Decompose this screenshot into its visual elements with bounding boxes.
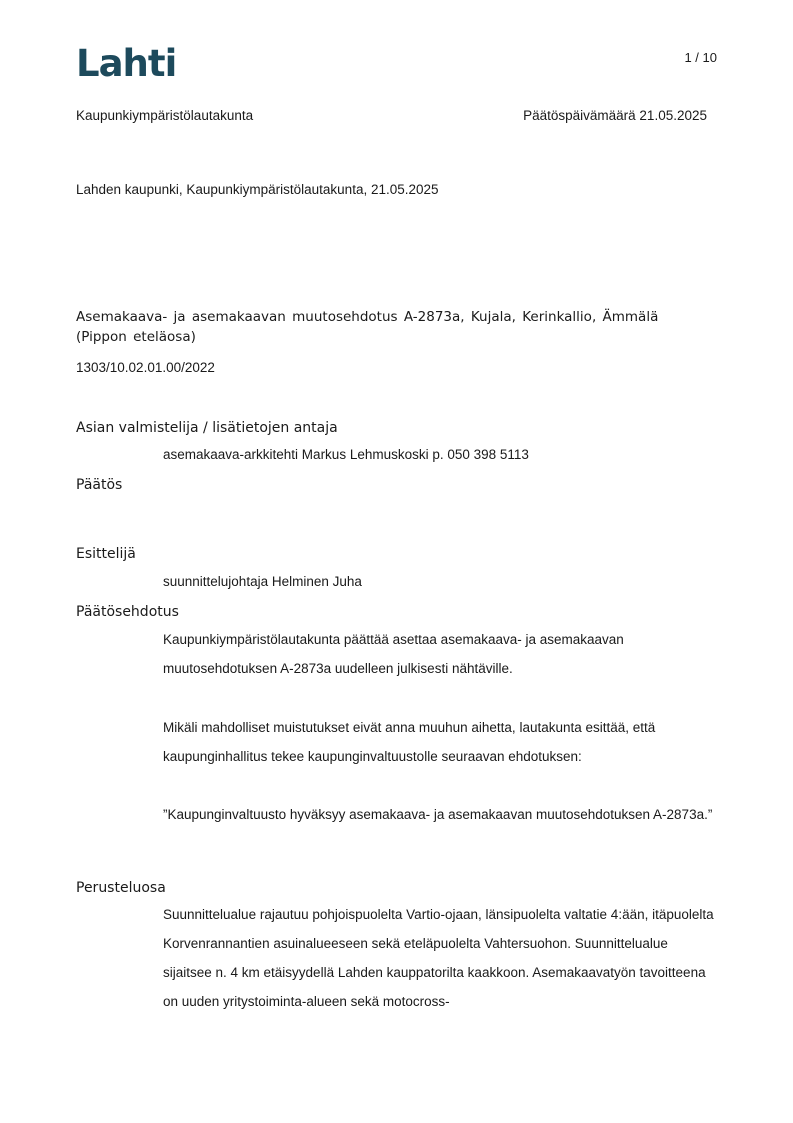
proposal-text-1: Kaupunkiympäristölautakunta päättää asettaa asemakaava- ja asemakaavan muutosehdotuksen A-2873a uudelleen julkisesti nähtäville. (163, 632, 624, 676)
header-decision-date: Päätöspäivämäärä 21.05.2025 (523, 108, 707, 123)
lahti-logo: Lahti (76, 42, 177, 85)
proposal-paragraph-1 (163, 625, 719, 683)
reference-number: 1303/10.02.01.00/2022 (76, 360, 215, 375)
proposal-paragraph-2 (163, 713, 719, 771)
proposal-paragraph-3 (163, 800, 719, 829)
basis-heading: Perusteluosa (76, 880, 166, 896)
decision-heading: Päätös (76, 477, 123, 493)
preparer-value: asemakaava-arkkitehti Markus Lehmuskoski p. 050 398 5113 (163, 447, 529, 462)
proposal-heading: Päätösehdotus (76, 604, 179, 620)
title-line-2: (Pippon eteläosa) (76, 329, 196, 345)
page-number: 1 / 10 (684, 50, 717, 65)
basis-paragraph-1 (163, 900, 719, 1016)
header-committee: Kaupunkiympäristölautakunta (76, 108, 254, 123)
presenter-value: suunnittelujohtaja Helminen Juha (163, 574, 362, 589)
proposal-text-3: ”Kaupunginvaltuusto hyväksyy asemakaava- ja asemakaavan muutosehdotuksen A-2873a.” (163, 807, 713, 822)
presenter-heading: Esittelijä (76, 546, 136, 562)
intro-line: Lahden kaupunki, Kaupunkiympäristölautakunta, 21.05.2025 (76, 182, 439, 197)
proposal-text-2: Mikäli mahdolliset muistutukset eivät anna muuhun aihetta, lautakunta esittää, että kaupunginhallitus tekee kaupunginvaltuustolle seuraavan ehdotuksen: (163, 720, 656, 764)
title-line-1: Asemakaava- ja asemakaavan muutosehdotus A-2873a, Kujala, Kerinkallio, Ämmälä (76, 309, 659, 325)
basis-text-1: Suunnittelualue rajautuu pohjoispuolelta Vartio-ojaan, länsipuolelta valtatie 4:ään, itäpuolelta Korvenrannantien asuinalueeseen sekä eteläpuolelta Vahtersuohon. Suunnittelualue sijaitsee n. 4 km etäisyydellä Lahden kauppatorilta kaakkoon. Asemakaavatyön tavoitteena on uuden yritystoiminta-alueen sekä motocross- (163, 907, 714, 1009)
document-title (76, 307, 676, 347)
preparer-heading: Asian valmistelija / lisätietojen antaja (76, 420, 338, 436)
